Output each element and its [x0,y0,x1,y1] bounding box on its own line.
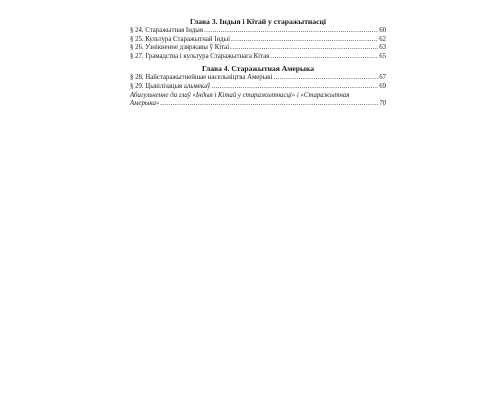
dot-leader [160,100,378,109]
chapter-4-title: Глава 4. Старажытная Амерыка [201,64,315,74]
toc-entry-27 [130,53,386,62]
toc-summary-line2 [130,100,386,109]
toc-summary-line1: Абагульненне да глаў «Індыя і Кітай у старажытнасці» і «Старажытная [130,91,350,99]
toc-summary-entry [130,92,386,109]
toc-entry-page: 60 [379,27,386,34]
dot-leader [270,53,378,62]
toc-entry-label: § 25. Культура Старажытнай Індыі [130,35,231,43]
dot-leader [231,36,378,45]
toc-entry-label: Амерыка» [130,100,160,108]
toc-entry-24 [130,27,386,36]
toc-entry-page: 67 [379,74,386,82]
dot-leader [211,83,378,92]
dot-leader [273,74,378,83]
dot-leader [230,44,378,53]
toc-entry-label: § 27. Грамадства і культура Старажытнага Кітая [130,52,270,60]
toc-entry-label: § 26. Узнікненне дзяржавы ў Кітаі [130,44,230,52]
toc-entry-label: § 28. Найстаражытнейшае насельніцтва Амерыкі [130,74,273,82]
toc-entry-29 [130,83,386,92]
dot-leader [204,27,378,36]
toc-entry-page: 65 [379,52,386,60]
toc-entry-page: 70 [379,100,386,108]
toc-entry-page: 63 [379,44,386,52]
toc-entry-28 [130,74,386,83]
chapter-3-title: Глава 3. Індыя і Кітай у старажытнасці [190,17,326,26]
table-of-contents [130,17,386,109]
toc-entry-25 [130,36,386,45]
toc-entry-26 [130,44,386,53]
toc-entry-page: 62 [379,35,386,43]
toc-entry-label: § 29. Цывілізацыя альмекаў [130,82,211,90]
toc-entry-label: § 24. Старажытная Індыя [130,27,203,34]
toc-entry-page: 69 [379,82,386,90]
